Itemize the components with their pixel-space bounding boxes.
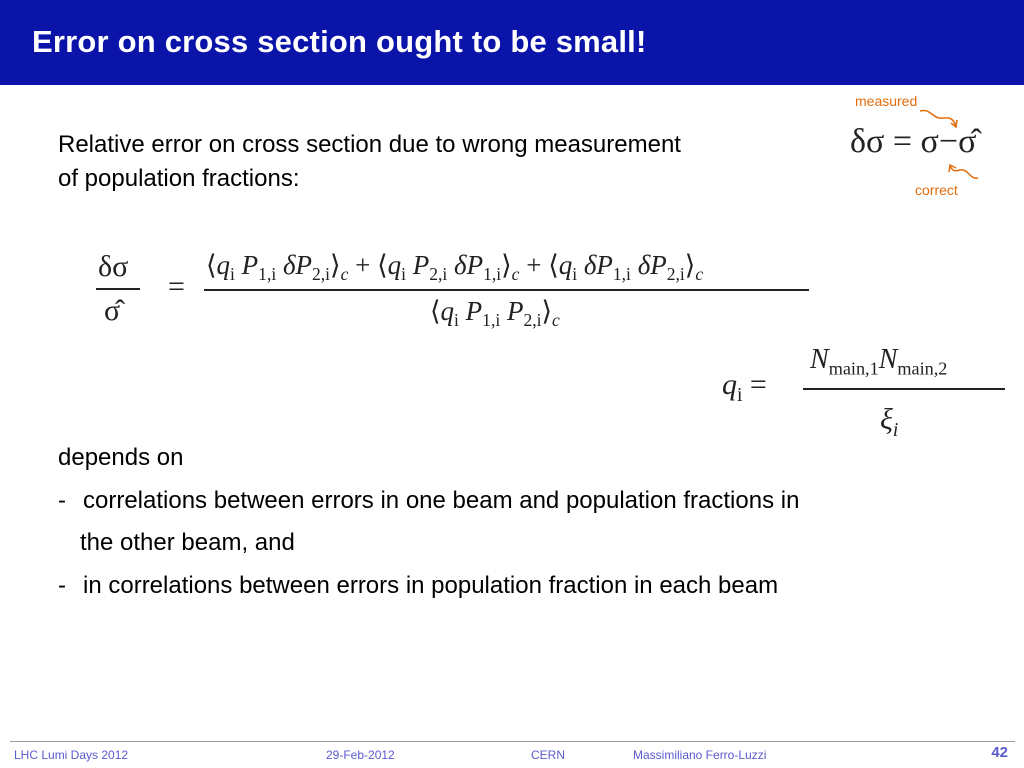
intro-line-1: Relative error on cross section due to wrong measurement	[58, 131, 681, 158]
def-lhs: δσ	[850, 123, 885, 160]
list-dash: -	[58, 486, 66, 514]
dependencies-list	[58, 437, 998, 607]
footer-org: CERN	[531, 748, 566, 762]
title-bar	[0, 0, 1024, 85]
footer-event: LHC Lumi Days 2012	[14, 748, 129, 762]
intro-text	[58, 128, 818, 196]
q-fraction-line	[803, 388, 1005, 390]
main-denominator: $⟨q_i$ $P_{1,i}$ $P_{2,i}⟩_c$	[430, 296, 560, 331]
page-number: 42	[991, 744, 1008, 761]
correct-annotation: correct	[915, 182, 958, 198]
main-lhs-denominator: σ̂	[104, 294, 121, 327]
q-denominator: $\xi_i$	[880, 403, 899, 441]
footer-divider	[10, 741, 1015, 742]
item-1-continuation: the other beam, and	[80, 529, 295, 556]
main-lhs-fraction-line	[96, 288, 140, 290]
slide-title: Error on cross section ought to be small!	[32, 24, 647, 59]
main-numerator: $⟨q_i$ $P_{1,i}$ $\delta P_{2,i}⟩_c$ + $⟨q_i$ $P_{2,i}$ $\delta P_{1,i}⟩_c$ + $⟨q_i$ $\delta P_{1,i}$ $\delta P_{2,i}⟩_c$	[206, 250, 704, 285]
def-minus: −	[938, 123, 959, 160]
item-2-text: in correlations between errors in population fraction in each beam	[83, 571, 779, 599]
footer-date: 29-Feb-2012	[326, 748, 395, 762]
q-numerator: $N_{main,1}N_{main,2}$	[810, 344, 948, 379]
definition-formula	[850, 123, 976, 161]
item-1-text: correlations between errors in one beam and population fractions in	[83, 486, 800, 514]
main-equals: =	[168, 270, 185, 303]
q-lhs: $q_i$ =	[722, 368, 767, 406]
measured-annotation: measured	[855, 93, 918, 109]
list-item	[58, 480, 998, 523]
depends-on-heading: depends on	[58, 444, 184, 471]
def-sigma-hat: σ̂	[958, 123, 977, 160]
list-item	[58, 565, 998, 608]
def-equals: =	[892, 123, 913, 160]
intro-line-2: of population fractions:	[58, 165, 300, 192]
list-dash: -	[58, 571, 66, 599]
def-sigma: σ	[920, 123, 939, 160]
footer-author: Massimiliano Ferro-Luzzi	[633, 748, 767, 762]
main-fraction-line	[204, 289, 809, 291]
main-lhs-numerator: δσ	[98, 250, 129, 283]
